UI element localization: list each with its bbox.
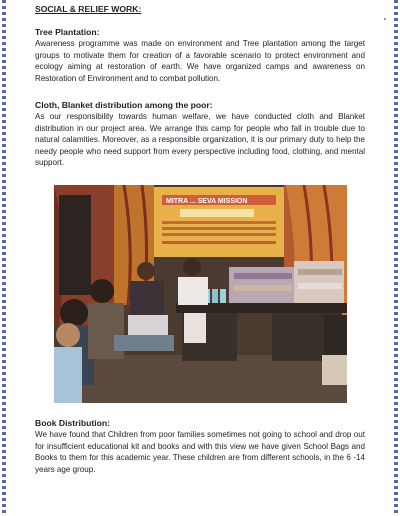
page-border-left (2, 0, 6, 516)
section-body: As our responsibility towards human welfare, we have conducted cloth and Blanket distribution in our project area. We arrange this camp for people who fall in trouble due to natural calamities. Moreover, as a responsible organization, it is our primary duty to help the needy people who need support from every perspective including food, clothing, and mental support. (35, 112, 365, 168)
section-book-distribution (35, 418, 365, 475)
section-title: Book Distribution: (35, 418, 110, 428)
section-cloth-blanket (35, 100, 365, 169)
section-tree-plantation (35, 27, 365, 84)
page-heading: SOCIAL & RELIEF WORK: (35, 4, 142, 14)
page-border-right (394, 0, 398, 516)
section-body: Awareness programme was made on environment and Tree plantation among the target groups to motivate them for creation of a favorable scenario to protect environment and ecology aiming at restoration of earth. We have organized camps and awareness on Restoration of Environment and to combat pollution. (35, 39, 365, 83)
section-title: Tree Plantation: (35, 27, 100, 37)
section-body: We have found that Children from poor families sometimes not going to school and drop out for insufficient educational kit and books and with this view we have given School Bags and Books to them for this academic year. These children are from different schools, in the 6 -14 years age group. (35, 430, 365, 474)
scan-speck (384, 18, 386, 20)
section-title: Cloth, Blanket distribution among the poor: (35, 100, 213, 110)
banner-text: MITRA ... SEVA MISSION (166, 198, 248, 205)
distribution-event-photo (54, 185, 347, 403)
